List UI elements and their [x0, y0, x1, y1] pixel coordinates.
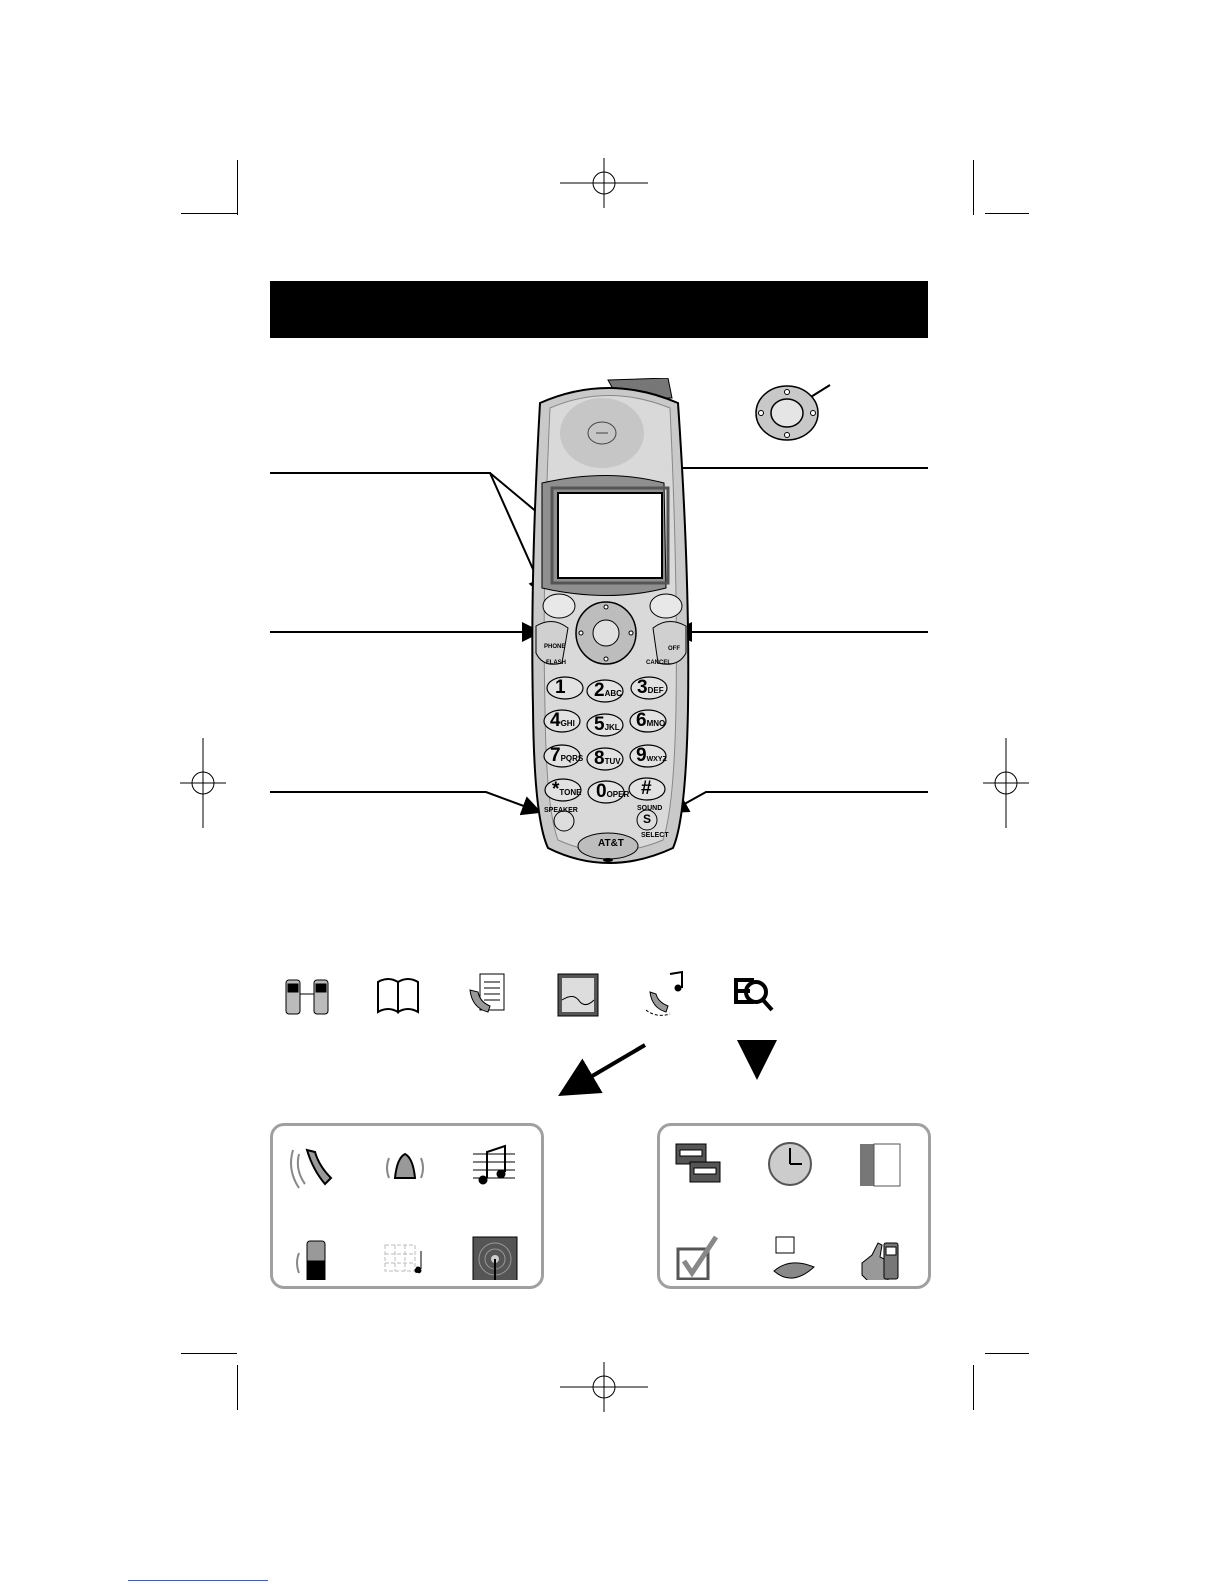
key-0[interactable]: 0 — [596, 781, 607, 802]
key-star[interactable]: * — [552, 779, 560, 800]
sound-label: SOUND — [637, 805, 663, 812]
key-hash[interactable]: # — [641, 778, 652, 799]
contrast-icon — [860, 1144, 900, 1186]
brand-logo: AT&T — [598, 838, 624, 849]
key-tone-icon — [385, 1245, 421, 1273]
select-label: SELECT — [641, 832, 669, 839]
range-alert-icon — [473, 1237, 517, 1280]
features-submenu-icons — [672, 1140, 912, 1280]
footer-link-line — [128, 1580, 268, 1581]
sound-submenu-icons — [285, 1140, 525, 1280]
key-9[interactable]: 9 — [636, 745, 647, 766]
battery-alert-icon — [297, 1241, 325, 1280]
ringer-icon — [291, 1150, 331, 1188]
clock-icon — [769, 1143, 811, 1185]
keypad-labels: 1 2ABC 3DEF 4GHI 5JKL 6MNO 7PQRS 8TUV 9WXYZ *TONE 0OPER # PHONE FLASH OFF CANCEL SPEAKER SOUND SELECT S AT&T — [544, 644, 680, 849]
confirm-icon — [678, 1237, 716, 1279]
melody-icon — [473, 1146, 515, 1184]
key-4[interactable]: 4 — [550, 710, 561, 731]
cancel-label: CANCEL — [646, 660, 671, 666]
sound-key-letter: S — [643, 812, 652, 826]
off-label: OFF — [668, 646, 680, 652]
handset-register-icon — [862, 1243, 898, 1280]
key-2[interactable]: 2 — [594, 680, 605, 701]
caller-id-icon — [676, 1144, 720, 1182]
key-8[interactable]: 8 — [594, 748, 605, 769]
language-icon — [774, 1237, 814, 1278]
alarm-icon — [387, 1154, 423, 1178]
phone-label: PHONE — [544, 644, 566, 650]
key-1[interactable]: 1 — [555, 677, 566, 698]
key-6[interactable]: 6 — [636, 710, 647, 731]
flash-label: FLASH — [546, 660, 566, 666]
speaker-label: SPEAKER — [544, 807, 578, 814]
key-7[interactable]: 7 — [550, 745, 561, 766]
key-5[interactable]: 5 — [594, 714, 605, 735]
key-3[interactable]: 3 — [637, 677, 648, 698]
